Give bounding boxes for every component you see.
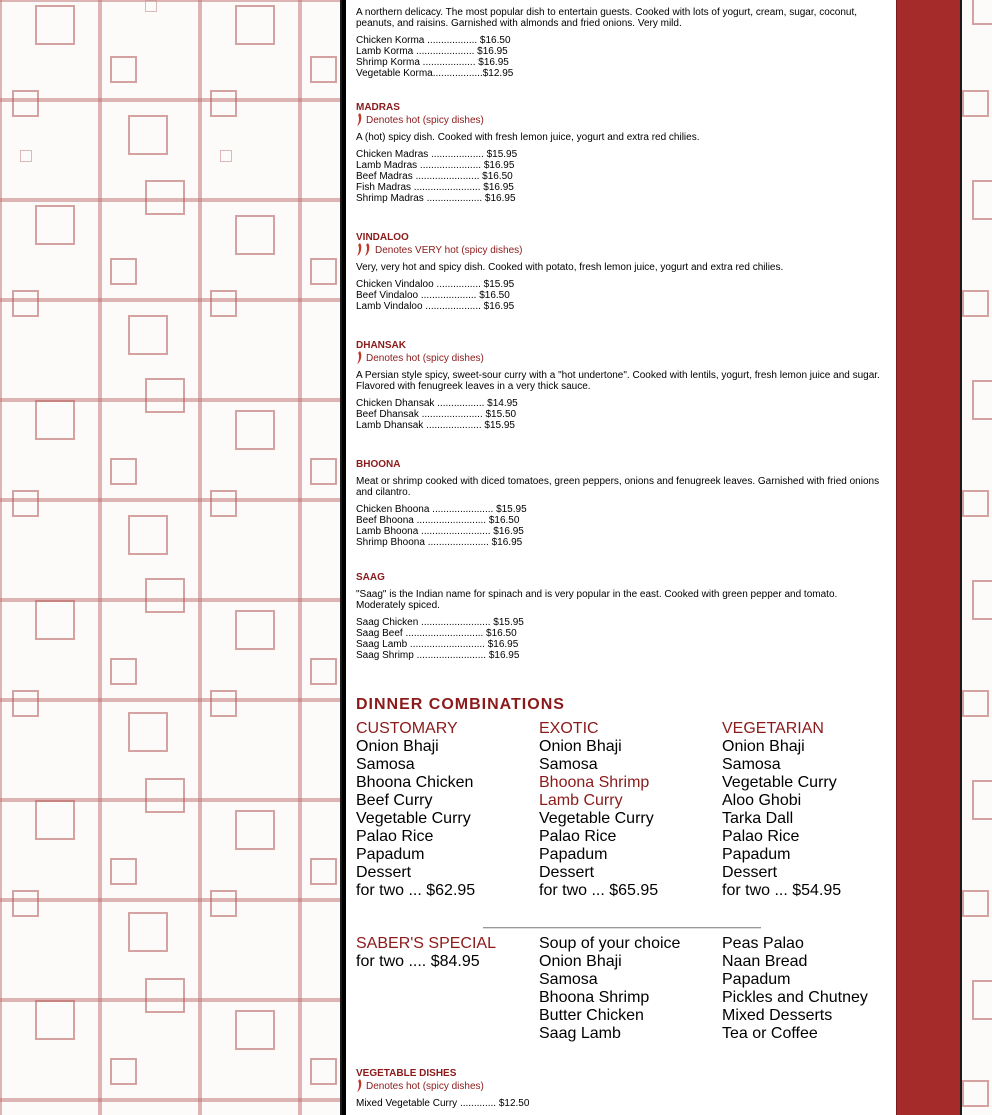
special-column-3: [722, 935, 896, 1043]
sabers-special: [356, 935, 896, 1045]
special-line: Butter Chicken: [539, 1007, 644, 1024]
combo-line-highlight: Lamb Curry: [539, 792, 623, 809]
combo-line: Tarka Dall: [722, 810, 794, 827]
combo-line: Aloo Ghobi: [722, 792, 802, 809]
combo-line: Dessert: [539, 864, 595, 881]
menu-item: Beef Dhansak ...................... $15.50: [356, 409, 517, 420]
section-title: DHANSAK: [356, 340, 406, 351]
combo-customary: [356, 720, 539, 900]
very-hot-indicator: [356, 243, 886, 256]
menu-item: Saag Shrimp ......................... $16.95: [356, 650, 520, 661]
menu-item: Beef Bhoona ......................... $16.50: [356, 515, 520, 526]
section-title: VINDALOO: [356, 232, 409, 243]
menu-item: Chicken Bhoona ...................... $15.95: [356, 504, 527, 515]
dinner-combinations: [356, 720, 896, 910]
saag-description: "Saag" is the Indian name for spinach and is very popular in the east. Cooked with green pepper and tomato. Moderately spiced.: [356, 589, 838, 611]
combo-line: Vegetable Curry: [539, 810, 654, 827]
combo-line: Onion Bhaji: [722, 738, 805, 755]
dinner-combinations-title: DINNER COMBINATIONS: [356, 696, 565, 713]
menu-item: Shrimp Bhoona ...................... $16.95: [356, 537, 523, 548]
combo-line: Palao Rice: [356, 828, 434, 845]
special-line: Onion Bhaji: [539, 953, 622, 970]
section-madras: [356, 102, 886, 204]
menu-item: Saag Lamb ........................... $16.95: [356, 639, 519, 650]
madras-description: A (hot) spicy dish. Cooked with fresh lemon juice, yogurt and extra red chilies.: [356, 132, 700, 143]
combo-line: Palao Rice: [722, 828, 800, 845]
combo-line: Onion Bhaji: [539, 738, 622, 755]
section-title: VEGETABLE DISHES: [356, 1068, 457, 1079]
combo-line: Beef Curry: [356, 792, 433, 809]
menu-item: Lamb Madras ...................... $16.95: [356, 160, 515, 171]
combo-line: Papadum: [356, 846, 425, 863]
vegetable-items: [356, 1098, 886, 1109]
menu-item: Saag Chicken ......................... $15.95: [356, 617, 524, 628]
chili-pepper-icon: [356, 1079, 363, 1092]
menu-item: Chicken Dhansak ................. $14.95: [356, 398, 518, 409]
section-dhansak: [356, 340, 886, 431]
menu-item: Chicken Vindaloo ................ $15.95: [356, 279, 515, 290]
menu-item: Chicken Korma .................. $16.50: [356, 35, 511, 46]
menu-item: Lamb Dhansak .................... $15.95: [356, 420, 515, 431]
special-header-column: [356, 935, 539, 971]
korma-description: A northern delicacy. The most popular dish to entertain guests. Cooked with lots of yogurt, cream, sugar, coconut, peanuts, and raisins. Garnished with almonds and fried onions. Very mild.: [356, 7, 858, 29]
special-line: Saag Lamb: [539, 1025, 621, 1042]
combo-line: Vegetable Curry: [356, 810, 471, 827]
menu-item: Beef Vindaloo .................... $16.50: [356, 290, 510, 301]
hot-label: Denotes hot (spicy dishes): [366, 1081, 484, 1092]
special-line: Peas Palao: [722, 935, 804, 952]
section-title: MADRAS: [356, 102, 400, 113]
combo-line: Dessert: [356, 864, 412, 881]
menu-item: Saag Beef ............................ $16.50: [356, 628, 517, 639]
combo-line: Onion Bhaji: [356, 738, 439, 755]
bhoona-description: Meat or shrimp cooked with diced tomatoes, green peppers, onions and fenugreek leaves. Garnished with fried onions and cilantro.: [356, 476, 880, 498]
special-line: Naan Bread: [722, 953, 808, 970]
decorative-background-right: [962, 0, 992, 1115]
special-line: Papadum: [722, 971, 791, 988]
combo-line: Palao Rice: [539, 828, 617, 845]
special-line: Samosa: [539, 971, 598, 988]
special-line: Tea or Coffee: [722, 1025, 818, 1042]
combo-exotic: [539, 720, 722, 900]
section-title: BHOONA: [356, 459, 401, 470]
double-chili-pepper-icon: [356, 243, 372, 256]
combo-price: for two ... $65.95: [539, 882, 659, 899]
hot-label: Denotes hot (spicy dishes): [366, 353, 484, 364]
combo-heading: EXOTIC: [539, 720, 599, 737]
menu-item: Vegetable Korma..................$12.95: [356, 68, 514, 79]
combo-line: Samosa: [539, 756, 598, 773]
bhoona-items: [356, 504, 886, 548]
menu-item: Beef Madras ....................... $16.50: [356, 171, 513, 182]
menu-item: Shrimp Madras .................... $16.95: [356, 193, 516, 204]
section-divider: [483, 927, 761, 929]
special-line: Mixed Desserts: [722, 1007, 833, 1024]
combo-price: for two ... $62.95: [356, 882, 476, 899]
menu-item: Lamb Korma ..................... $16.95: [356, 46, 508, 57]
section-korma: [356, 7, 886, 79]
hot-label: Denotes hot (spicy dishes): [366, 115, 484, 126]
korma-items: [356, 35, 886, 79]
special-column-2: [539, 935, 722, 1043]
combo-line: Bhoona Chicken: [356, 774, 474, 791]
saag-items: [356, 617, 886, 661]
decorative-squares-left: [0, 0, 340, 1115]
combo-line: Samosa: [722, 756, 781, 773]
hot-indicator: [356, 351, 886, 364]
section-vindaloo: [356, 232, 886, 312]
special-line: Soup of your choice: [539, 935, 681, 952]
combo-heading: CUSTOMARY: [356, 720, 458, 737]
special-price: for two .... $84.95: [356, 953, 480, 970]
chili-pepper-icon: [356, 113, 363, 126]
dhansak-items: [356, 398, 886, 431]
hot-indicator: [356, 113, 886, 126]
hot-indicator: [356, 1079, 886, 1092]
menu-item: Fish Madras ........................ $16.95: [356, 182, 514, 193]
section-title: SAAG: [356, 572, 385, 583]
combo-line: Dessert: [722, 864, 778, 881]
menu-item: Mixed Vegetable Curry ............. $12.50: [356, 1098, 530, 1109]
chili-pepper-icon: [356, 351, 363, 364]
menu-item: Lamb Bhoona ......................... $16.95: [356, 526, 524, 537]
special-line: Pickles and Chutney: [722, 989, 868, 1006]
combo-price: for two ... $54.95: [722, 882, 842, 899]
madras-items: [356, 149, 886, 204]
dhansak-description: A Persian style spicy, sweet-sour curry with a "hot undertone". Cooked with lentils, yogurt, fresh lemon juice and sugar. Flavored with fenugreek leaves in a very thick sauce.: [356, 370, 880, 392]
special-heading: SABER'S SPECIAL: [356, 935, 496, 952]
combo-vegetarian: [722, 720, 896, 900]
right-accent-column: [896, 0, 961, 1115]
combo-line: Vegetable Curry: [722, 774, 837, 791]
combo-heading: VEGETARIAN: [722, 720, 824, 737]
combo-line-highlight: Bhoona Shrimp: [539, 774, 650, 791]
combo-line: Samosa: [356, 756, 415, 773]
combo-line: Papadum: [539, 846, 608, 863]
hot-label: Denotes VERY hot (spicy dishes): [375, 245, 523, 256]
menu-content: [346, 0, 896, 1115]
vindaloo-items: [356, 279, 886, 312]
special-line: Bhoona Shrimp: [539, 989, 650, 1006]
menu-item: Shrimp Korma ................... $16.95: [356, 57, 509, 68]
combo-line: Papadum: [722, 846, 791, 863]
section-bhoona: [356, 459, 886, 548]
menu-item: Lamb Vindaloo .................... $16.95: [356, 301, 515, 312]
vindaloo-description: Very, very hot and spicy dish. Cooked with potato, fresh lemon juice, yogurt and extra red chilies.: [356, 262, 784, 273]
section-saag: [356, 572, 886, 661]
menu-item: Chicken Madras ................... $15.95: [356, 149, 518, 160]
section-vegetable-dishes: [356, 1068, 886, 1109]
